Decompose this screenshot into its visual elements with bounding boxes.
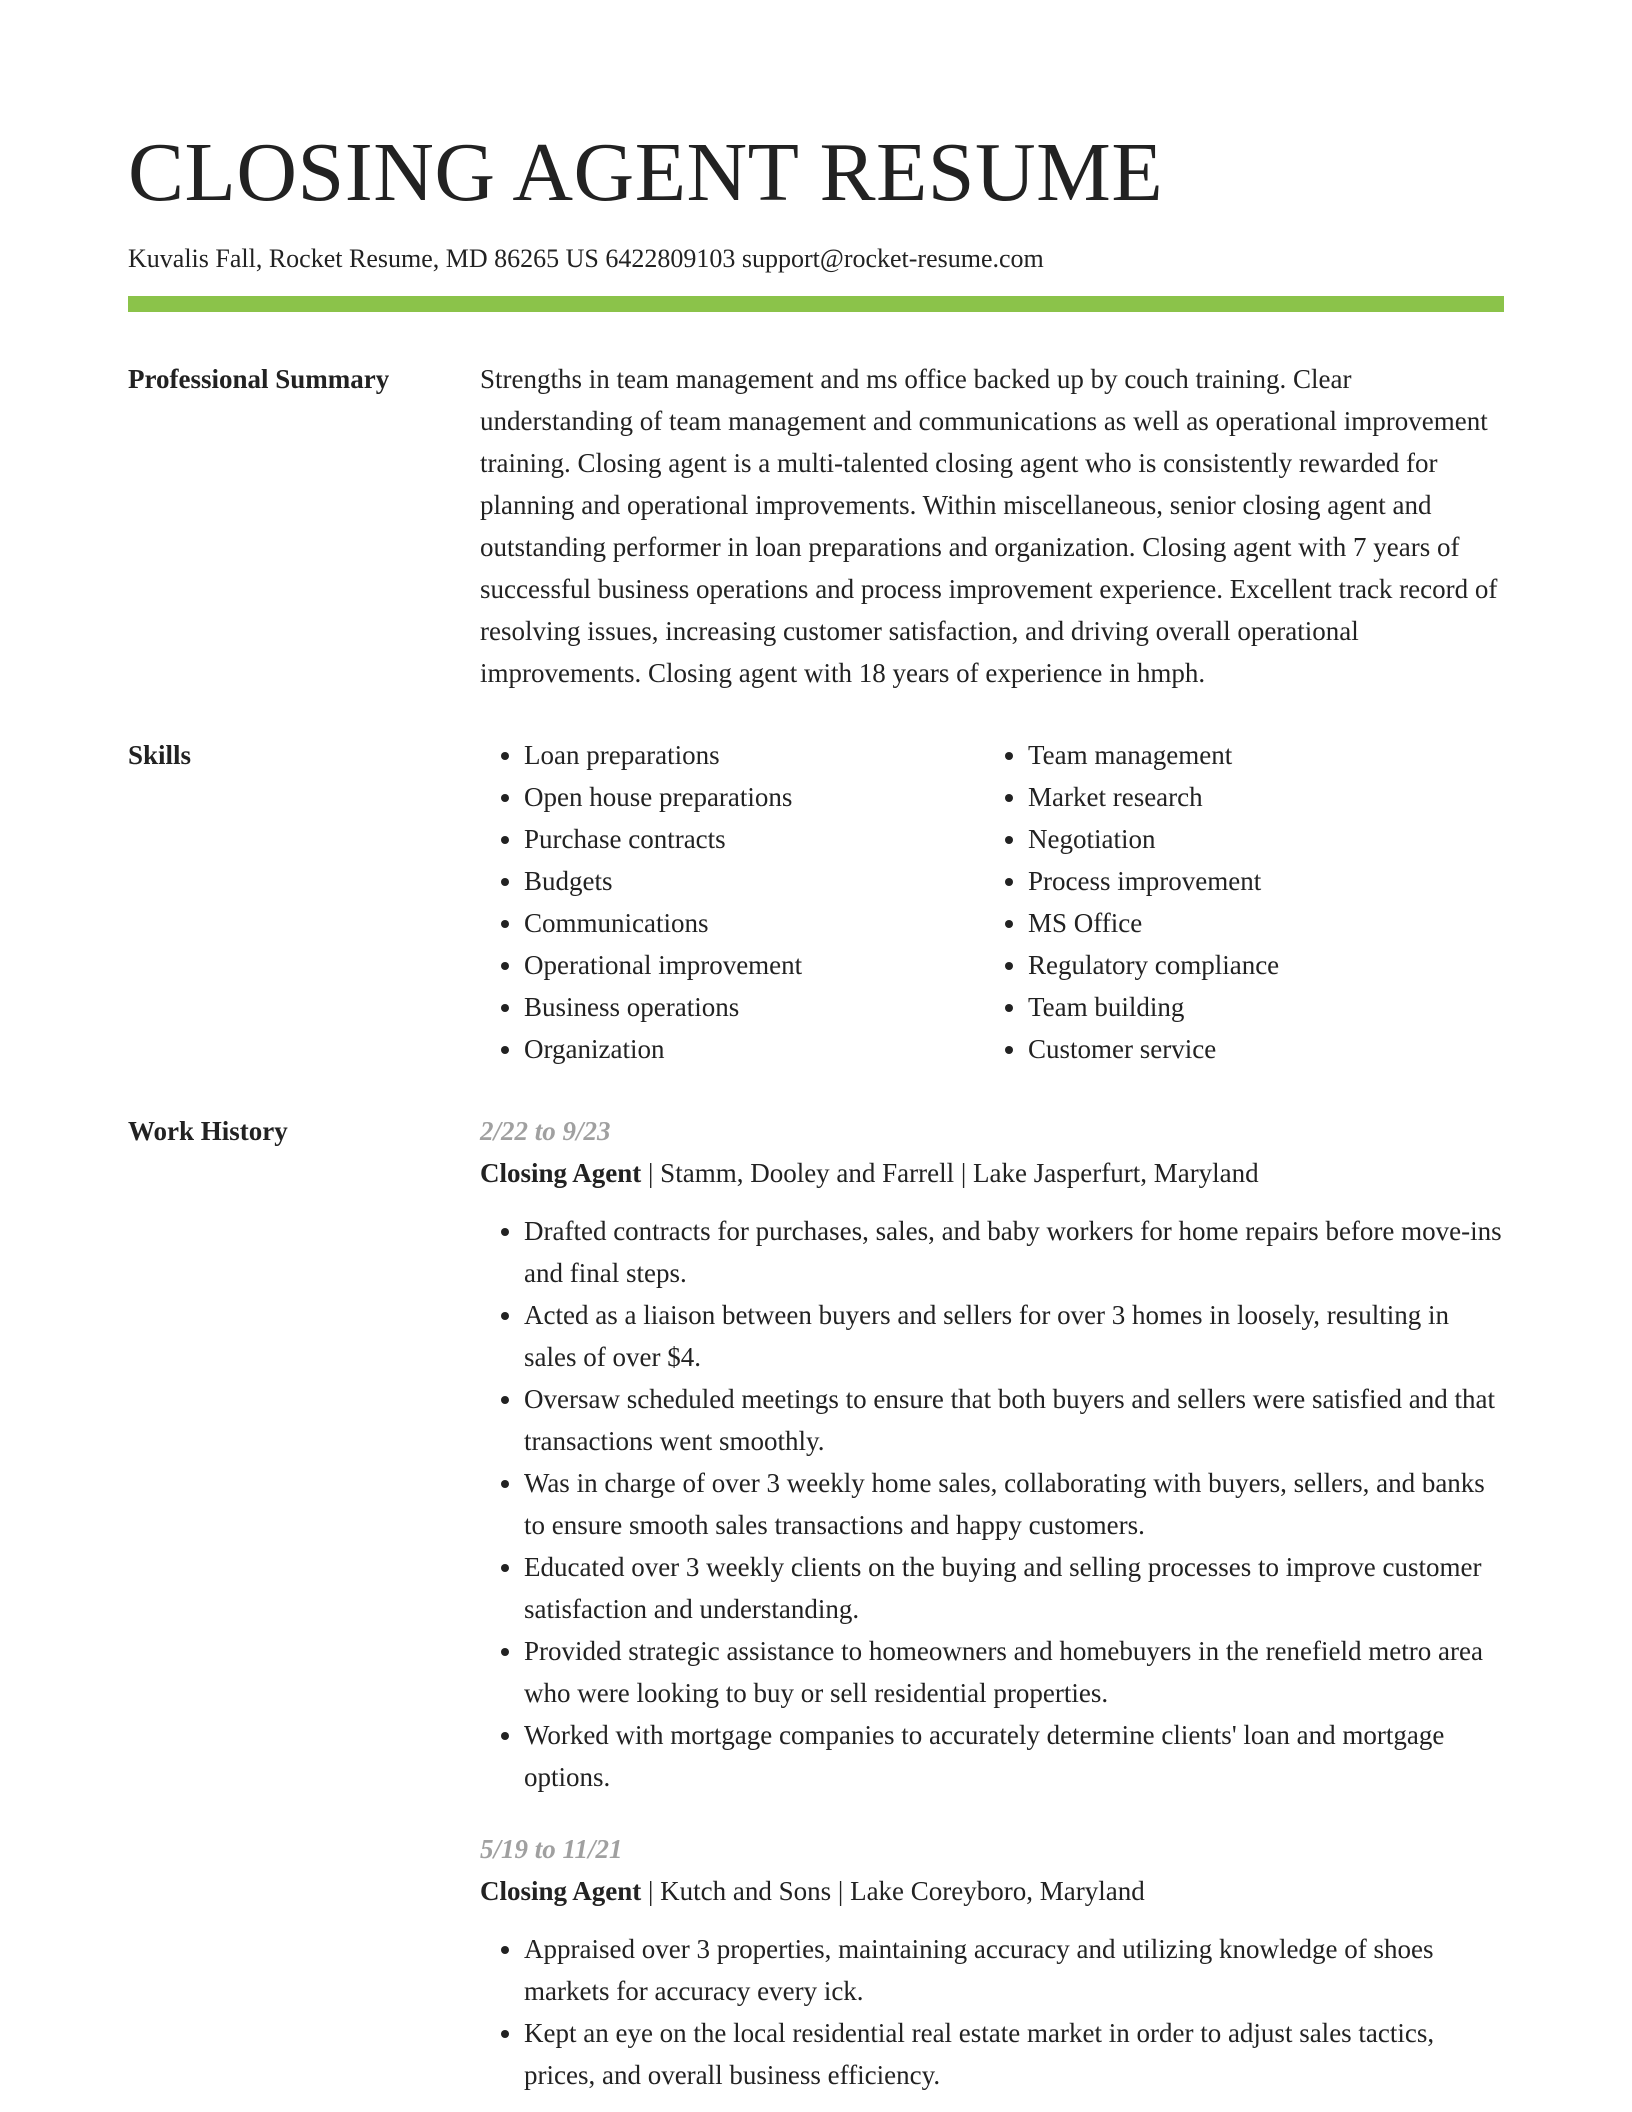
job-bullet-list bbox=[480, 1928, 1504, 2096]
skill-item: • Process improvement bbox=[1028, 860, 1488, 902]
job-bullet: • Oversaw scheduled meetings to ensure that both buyers and sellers were satisfied and that transactions went smoothly. bbox=[524, 1378, 1504, 1462]
job-dates: 5/19 to 11/21 bbox=[480, 1834, 623, 1865]
header-divider bbox=[128, 296, 1504, 312]
skill-item: • Team management bbox=[1028, 734, 1488, 776]
job-bullet: • Worked with mortgage companies to accurately determine clients' loan and mortgage options. bbox=[524, 1714, 1504, 1798]
job-bullet: • Kept an eye on the local residential real estate market in order to adjust sales tactics, prices, and overall business efficiency. bbox=[524, 2012, 1504, 2096]
job-bullet: • Educated over 3 weekly clients on the buying and selling processes to improve customer satisfaction and understanding. bbox=[524, 1546, 1504, 1630]
work-history-section bbox=[128, 1110, 1504, 2096]
job-bullet-list bbox=[480, 1210, 1504, 1798]
skill-item: • Budgets bbox=[524, 860, 984, 902]
skill-item: • Purchase contracts bbox=[524, 818, 984, 860]
skills-list-right bbox=[984, 734, 1488, 1070]
summary-label: Professional Summary bbox=[128, 364, 390, 395]
contact-line: Kuvalis Fall, Rocket Resume, MD 86265 US 6422809103 support@rocket-resume.com bbox=[128, 244, 1044, 273]
job-bullet: • Provided strategic assistance to homeowners and homebuyers in the renefield metro area who were looking to buy or sell residential properties. bbox=[524, 1630, 1504, 1714]
skill-item: • Loan preparations bbox=[524, 734, 984, 776]
skill-item: • Organization bbox=[524, 1028, 984, 1070]
skill-item: • Business operations bbox=[524, 986, 984, 1028]
skill-item: • Market research bbox=[1028, 776, 1488, 818]
job-details: | Kutch and Sons | Lake Coreyboro, Maryland bbox=[641, 1876, 1145, 1907]
skill-item: • Customer service bbox=[1028, 1028, 1488, 1070]
job-entry bbox=[480, 1828, 1504, 2096]
job-dates: 2/22 to 9/23 bbox=[480, 1116, 611, 1147]
job-details: | Stamm, Dooley and Farrell | Lake Jasperfurt, Maryland bbox=[641, 1158, 1259, 1189]
skill-item: • Negotiation bbox=[1028, 818, 1488, 860]
job-bullet: • Drafted contracts for purchases, sales, and baby workers for home repairs before move-ins and final steps. bbox=[524, 1210, 1504, 1294]
summary-section bbox=[128, 358, 1504, 694]
skill-item: • Team building bbox=[1028, 986, 1488, 1028]
job-title-line bbox=[480, 1152, 1504, 1194]
job-bullet: • Acted as a liaison between buyers and sellers for over 3 homes in loosely, resulting in sales of over $4. bbox=[524, 1294, 1504, 1378]
skill-item: • Regulatory compliance bbox=[1028, 944, 1488, 986]
job-bullet: • Appraised over 3 properties, maintaining accuracy and utilizing knowledge of shoes markets for accuracy every ick. bbox=[524, 1928, 1504, 2012]
skill-item: • Communications bbox=[524, 902, 984, 944]
work-history-label: Work History bbox=[128, 1116, 288, 1147]
skill-item: • Operational improvement bbox=[524, 944, 984, 986]
job-entry bbox=[480, 1110, 1504, 1798]
job-title-line bbox=[480, 1870, 1504, 1912]
job-title: Closing Agent bbox=[480, 1876, 642, 1907]
summary-text: Strengths in team management and ms office backed up by couch training. Clear understanding of team management and communications as well as operational improvement training. Closing agent is a multi-talented closing agent who is consistently rewarded for planning and operational improvements. Within miscellaneous, senior closing agent and outstanding performer in loan preparations and organization. Closing agent with 7 years of successful business operations and process improvement experience. Excellent track record of resolving issues, increasing customer satisfaction, and driving overall operational improvements. Closing agent with 18 years of experience in hmph. bbox=[480, 364, 1498, 689]
skills-list-left bbox=[480, 734, 984, 1070]
job-title: Closing Agent bbox=[480, 1158, 642, 1189]
resume-title: CLOSING AGENT RESUME bbox=[128, 126, 1164, 219]
skills-label: Skills bbox=[128, 740, 192, 771]
skill-item: • Open house preparations bbox=[524, 776, 984, 818]
skill-item: • MS Office bbox=[1028, 902, 1488, 944]
skills-section bbox=[128, 734, 1504, 1070]
job-bullet: • Was in charge of over 3 weekly home sales, collaborating with buyers, sellers, and banks to ensure smooth sales transactions and happy customers. bbox=[524, 1462, 1504, 1546]
